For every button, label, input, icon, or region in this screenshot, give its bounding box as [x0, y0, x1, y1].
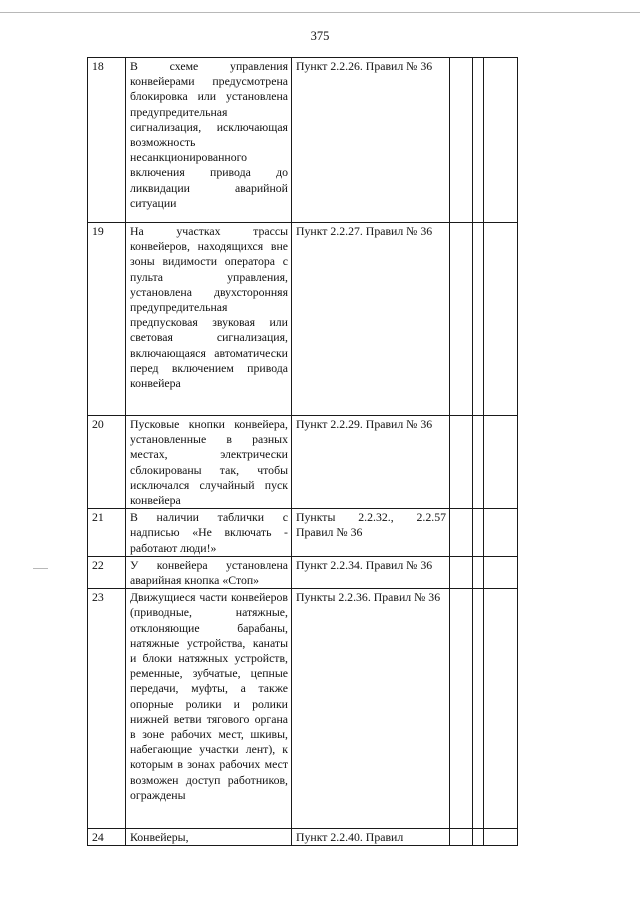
regulation-reference: Пункт 2.2.29. Правил № 36: [292, 416, 450, 509]
table-row: [88, 416, 518, 509]
requirement-text: В наличии таблички с надписью «Не включать - работают люди!»: [126, 509, 292, 557]
table-row: [88, 556, 518, 588]
answer-cell-note[interactable]: [484, 416, 518, 509]
answer-cell-yes[interactable]: [450, 223, 473, 416]
row-number: 19: [88, 223, 126, 416]
requirement-text: Движущиеся части конвейеров (приводные, натяжные, отклоняющие барабаны, натяжные устройства, канаты и блоки натяжных устройств, ременные, зубчатые, цепные передачи, муфты, а также опорные ролики и ролики нижней ветви тягового органа в зоне рабочих мест, шкивы, набегающие участки лент), к которым в зонах рабочих мест возможен доступ работников, ограждены: [126, 589, 292, 829]
answer-cell-yes[interactable]: [450, 58, 473, 223]
scan-tick-left: [33, 568, 48, 569]
row-number: 23: [88, 589, 126, 829]
regulation-reference: Пункт 2.2.27. Правил № 36: [292, 223, 450, 416]
row-number: 24: [88, 829, 126, 846]
answer-cell-yes[interactable]: [450, 829, 473, 846]
requirement-text: На участках трассы конвейеров, находящихся вне зоны видимости оператора с пульта управления, установлена двухсторонняя предупредительная предпусковая звуковая или световая сигнализация, включающаяся автоматически перед включением привода конвейера: [126, 223, 292, 416]
row-number: 18: [88, 58, 126, 223]
requirement-text: У конвейера установлена аварийная кнопка «Стоп»: [126, 556, 292, 588]
table-row: [88, 509, 518, 557]
regulation-reference: Пункты 2.2.32., 2.2.57 Правил № 36: [292, 509, 450, 557]
answer-cell-note[interactable]: [484, 829, 518, 846]
table-row: [88, 58, 518, 223]
answer-cell-no[interactable]: [473, 556, 484, 588]
answer-cell-yes[interactable]: [450, 416, 473, 509]
row-number: 21: [88, 509, 126, 557]
answer-cell-yes[interactable]: [450, 556, 473, 588]
answer-cell-note[interactable]: [484, 58, 518, 223]
answer-cell-note[interactable]: [484, 223, 518, 416]
answer-cell-yes[interactable]: [450, 509, 473, 557]
answer-cell-no[interactable]: [473, 509, 484, 557]
page-number: 375: [310, 29, 330, 43]
regulation-reference: Пункт 2.2.40. Правил: [292, 829, 450, 846]
answer-cell-no[interactable]: [473, 416, 484, 509]
answer-cell-no[interactable]: [473, 589, 484, 829]
regulation-reference: Пункты 2.2.36. Правил № 36: [292, 589, 450, 829]
requirement-text: В схеме управления конвейерами предусмотрена блокировка или установлена предупредительная сигнализация, исключающая возможность несанкционированного включения привода до ликвидации аварийной ситуации: [126, 58, 292, 223]
answer-cell-no[interactable]: [473, 829, 484, 846]
table-row: [88, 829, 518, 846]
answer-cell-note[interactable]: [484, 589, 518, 829]
answer-cell-no[interactable]: [473, 223, 484, 416]
answer-cell-yes[interactable]: [450, 589, 473, 829]
requirement-text: Конвейеры,: [126, 829, 292, 846]
row-number: 20: [88, 416, 126, 509]
checklist-table: [87, 57, 518, 846]
scan-line-top: [0, 12, 640, 13]
answer-cell-note[interactable]: [484, 556, 518, 588]
answer-cell-note[interactable]: [484, 509, 518, 557]
row-number: 22: [88, 556, 126, 588]
regulation-reference: Пункт 2.2.26. Правил № 36: [292, 58, 450, 223]
regulation-reference: Пункт 2.2.34. Правил № 36: [292, 556, 450, 588]
answer-cell-no[interactable]: [473, 58, 484, 223]
table-row: [88, 589, 518, 829]
table-row: [88, 223, 518, 416]
requirement-text: Пусковые кнопки конвейера, установленные в разных местах, электрически сблокированы так, чтобы исключался случайный пуск конвейера: [126, 416, 292, 509]
